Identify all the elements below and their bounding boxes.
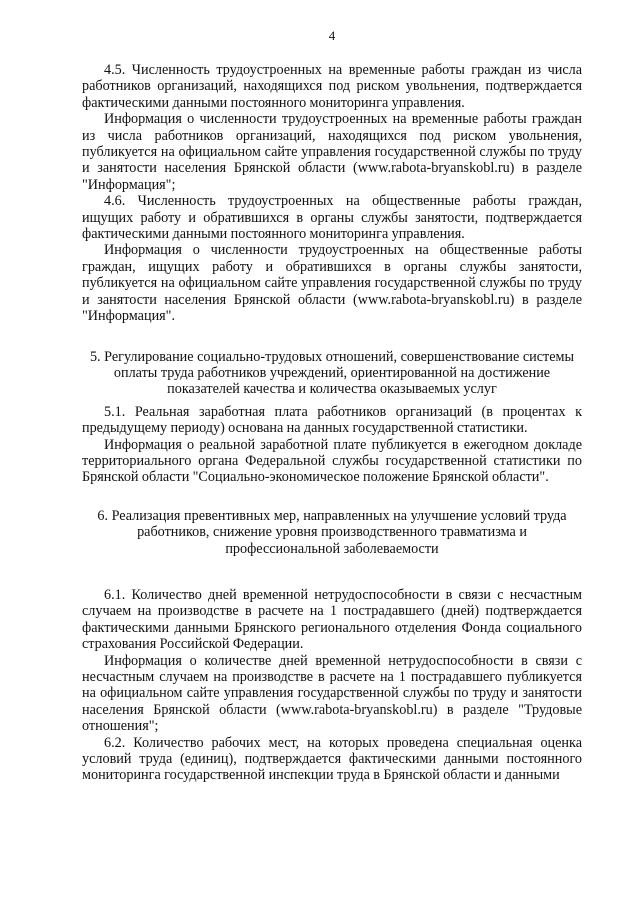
paragraph-4-5-info: Информация о численности трудоустроенных на временные работы граждан из числа работников организаций, находящихся под риском увольнения, публикуется на официальном сайте управления государственной службы по труду и занятости населения Брянской области (www.rabota-bryanskobl.ru) в разделе "Информация"; — [82, 111, 582, 193]
page-number: 4 — [328, 28, 336, 43]
paragraph-6-2: 6.2. Количество рабочих мест, на которых проведена специальная оценка условий труда (единиц), подтверждается фактическими данными постоянного мониторинга государственной инспекции труда в Брянской области и данными — [82, 734, 582, 784]
paragraph-6-1-info: Информация о количестве дней временной нетрудоспособности в связи с несчастным случаем на производстве в расчете на 1 пострадавшего публикуется на официальном сайте управления государственной службы по труду и занятости населения Брянской области (www.rabota-bryanskobl.ru) в разделе "Трудовые отношения"; — [82, 652, 582, 735]
section-5-heading: 5. Регулирование социально-трудовых отношений, совершенствование системы оплаты труда работников учреждений, ориентированной на достижение показателей качества и количества оказываемых услуг — [89, 348, 575, 398]
paragraph-4-6: 4.6. Численность трудоустроенных на общественные работы граждан, ищущих работу и обратившихся в органы службы занятости, подтверждается фактическими данными постоянного мониторинга управления. — [82, 193, 582, 243]
paragraph-5-1-info: Информация о реальной заработной плате публикуется в ежегодном докладе территориального органа Федеральной службы государственной статистики по Брянской области "Социально-экономическое положение Брянской области". — [82, 436, 582, 486]
document-page — [82, 28, 582, 784]
paragraph-4-5: 4.5. Численность трудоустроенных на временные работы граждан из числа работников организаций, находящихся под риском увольнения, подтверждается фактическими данными постоянного мониторинга управления. — [82, 62, 582, 111]
paragraph-5-1: 5.1. Реальная заработная плата работников организаций (в процентах к предыдущему периоду) основана на данных государственной статистики. — [82, 403, 582, 437]
paragraph-4-6-info: Информация о численности трудоустроенных на общественные работы граждан, ищущих работу и обратившихся в органы службы занятости, публикуется на официальном сайте управления государственной службы по труду и занятости населения Брянской области (www.rabota-bryanskobl.ru) в разделе "Информация". — [82, 242, 582, 325]
section-6-heading: 6. Реализация превентивных мер, направленных на улучшение условий труда работников, снижение уровня производственного травматизма и профессиональной заболеваемости — [97, 507, 567, 557]
paragraph-6-1: 6.1. Количество дней временной нетрудоспособности в связи с несчастным случаем на производстве в расчете на 1 пострадавшего (дней) подтверждается фактическими данными Брянского регионального отделения Фонда социального страхования Российской Федерации. — [82, 586, 582, 653]
